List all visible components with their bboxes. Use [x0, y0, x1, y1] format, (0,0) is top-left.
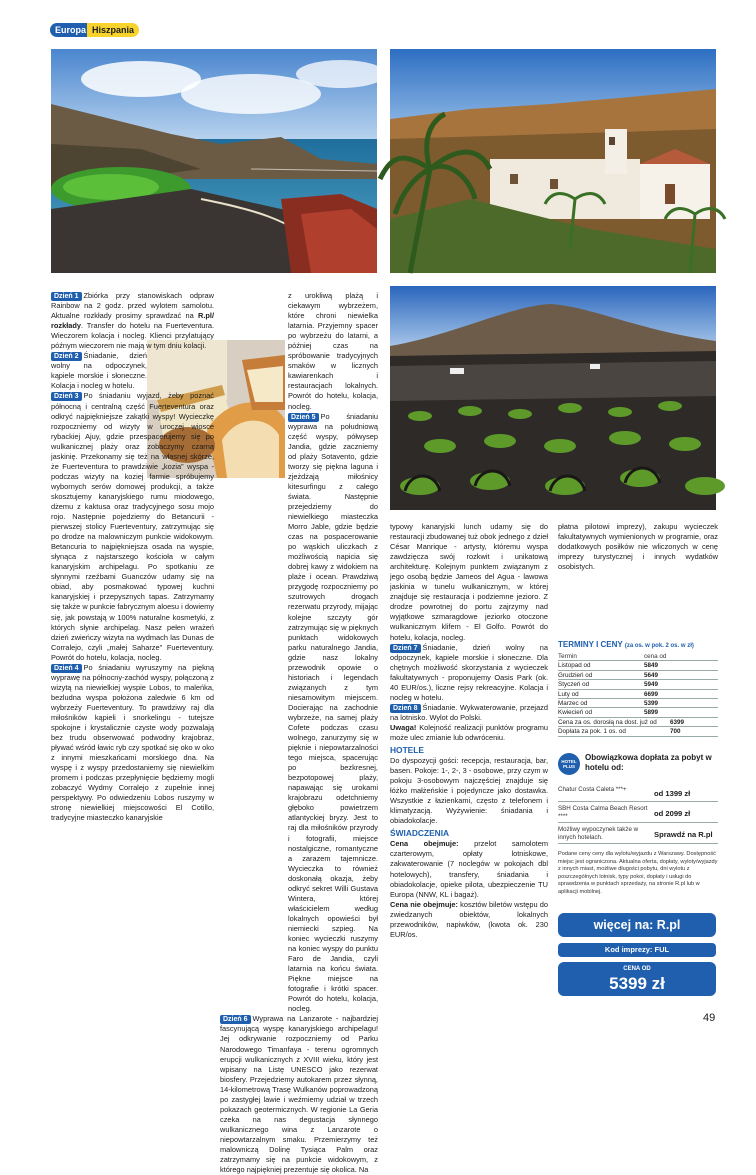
terms-heading: TERMINY I CENY (za os. w pok. 2 os. w zł) — [558, 640, 694, 649]
hotels-heading: HOTELE — [390, 745, 424, 756]
day-7-label: Dzień 7 — [390, 644, 421, 653]
table-row: SBH Costa Calma Beach Resort **** od 2099 zł — [558, 805, 718, 823]
price-box[interactable] — [558, 962, 716, 996]
coast-lagoon-photo — [51, 49, 377, 273]
price-includes-text: przelot samolotem czarterowym, opłaty lotniskowe, zakwaterowanie (7 noclegów w pokojach dbl hotelowych), transfery, śniadania i obiadokolacje, opieke pilota, ubezpieczenie TU Europa (NNW, KL i bagaż). — [390, 839, 548, 899]
itinerary-column-3 — [390, 522, 548, 940]
price-excludes-continued: płatna pilotowi imprezy), zakupu wycieczek fakultatywnych wymienionych w programie, oraz dodatkowych posiłków nie wliczonych w cenę imprezy turystycznej i innych wydatków osobistych. — [558, 522, 718, 572]
surcharge-heading: Obowiązkowa dopłata za pobyt w hotelu od: — [585, 753, 712, 772]
day-1-text-b: . Transfer do hotelu na Fuerteventura. Wieczorem kolacja i nocleg. Klienci przylatujący późnym wieczorem nie mają w tym dniu kolacji. — [51, 321, 214, 351]
itinerary-column-2 — [220, 291, 378, 1175]
day-5-label: Dzień 5 — [288, 413, 319, 422]
table-row: Styczeń od 5949 — [558, 680, 718, 689]
region-tag: Europa — [50, 23, 92, 37]
price-notes: Podane ceny ceny dla wylotu/wyjazdu z Warszawy. Dostępność miejsc jest ograniczona. Aktualna oferta, dopłaty, wyloty/wyjazdy z innych miast, możliwe długości pobytu, dni wylotu z poszczególnych lotnisk, typy pokoi, dopłaty i usługi do sprawdzenia w punktach sprzedaży, na stronie R.pl lub w aplikacji mobilnej. — [558, 851, 718, 895]
tour-code-badge: Kod imprezy: FUL — [558, 943, 716, 957]
day-7-text: Śniadanie, dzień wolny na odpoczynek, kąpiele morskie i słoneczne. Dla chętnych możliwość skorzystania z wycieczek fakultatywnych - proponujemy Oasis Park (ok. 40 EUR/os.), liczne rejsy rekreacyjne. Kolacja i nocleg w hotelu. — [390, 642, 548, 702]
day-1-label: Dzień 1 — [51, 292, 82, 301]
hotels-text: Do dyspozycji gości: recepcja, restauracja, bar, basen. Pokoje: 1-, 2-, 3 - osobowe, przy czym w pokoju 3-osobowym najczęściej znajduje się łóżko małżeńskie i pojedyncze jako dostawka. Wszystkie z łazienkami, często z telefonem i klimatyzacją. Wyżywienie: śniadania i obiadokolacje. — [390, 756, 548, 826]
table-row: Listopad od 5849 — [558, 661, 718, 670]
table-row: Chatur Costa Caleta ***+ od 1399 zł — [558, 786, 718, 802]
price-label: CENA OD — [623, 966, 651, 972]
table-row: Możliwy wypoczynek także w innych hotelach. Sprawdź na R.pl — [558, 826, 718, 844]
day-4-continued-text: z urokliwą plażą i ciekawym wybrzeżem, które chroni niewielka latarnia. Przyjemny spacer po wybrzeżu do latarni, a później czas na spróbowanie tradycyjnych smaków w licznych kawiarenkach i restauracjach lokalnych. Powrót do hotelu, kolacja, nocleg. — [288, 291, 378, 411]
table-row: Grudzień od 5649 — [558, 671, 718, 680]
terms-header-row — [558, 652, 718, 661]
country-tag: Hiszpania — [87, 23, 139, 37]
table-row: Luty od 6699 — [558, 690, 718, 699]
day-8-text: Śniadanie. Wykwaterowanie, przejazd na lotnisko. Wylot do Polski. — [390, 702, 548, 722]
services-heading: ŚWIADCZENIA — [390, 828, 450, 839]
village-palms-photo — [390, 49, 716, 273]
page-number: 49 — [703, 1012, 716, 1024]
single-room-row: Dopłata za pok. 1 os. od 700 — [558, 727, 718, 736]
table-row: Kwiecień od 5899 — [558, 708, 718, 717]
terms-subtitle: (za os. w pok. 2 os. w zł) — [624, 643, 694, 649]
more-info-button[interactable]: więcej na: R.pl — [558, 913, 716, 937]
terms-header-date: Termin — [558, 653, 577, 660]
note-text: Kolejność realizacji punktów programu może ulec zmianie lub odwróceniu. — [390, 722, 548, 742]
day-1-text-a: Zbiórka przy stanowiskach odpraw Rainbow na 2 godz. przed wylotem samolotu. Aktualne rozkłady prosimy sprawdzać na — [51, 291, 214, 321]
day-3-label: Dzień 3 — [51, 392, 82, 401]
itinerary-column-1 — [51, 291, 214, 823]
day-4-label: Dzień 4 — [51, 664, 82, 673]
day-4-text: Po śniadaniu wyruszymy na piękną wyprawę na północny-zachód wyspy, połączoną z wizytą na niewielkiej wyspie Lobos, to maleńka, bezludna wyspa położona zaledwie 6 km od wybrzeży Fuerteventury. To prawdziwy raj dla miłośników kąpieli i snorkelingu - tutejsze spokojne i krystalicznie czyste wody pozwalają bez trudu obserwować podwodny krajobraz, pływać wśród ławic ryb czy spotkać się oko w oko z innymi mieszkańcami morskiego dna. Na wyspę i z wyspy przedostaniemy się niewielkim promem i podczas przepłynięcie będziemy mogli zobaczyć Wydmy Corralejo z zupełnie innej perspektywy. Po odwiedzeniu Lobos ruszymy w stronę niewielkiej miejscowości El Cotillo, tradycyjne miasteczko kanaryjskie — [51, 662, 214, 823]
terms-and-prices — [558, 640, 718, 737]
adult-extra-bed-row: Cena za os. dorosłą na dost. już od 6399 — [558, 718, 718, 727]
day-6-label: Dzień 6 — [220, 1015, 251, 1024]
day-2-label: Dzień 2 — [51, 352, 82, 361]
price-excludes-label: Cena nie obejmuje: — [390, 899, 458, 909]
itinerary-column-4 — [558, 522, 718, 572]
day-8-label: Dzień 8 — [390, 704, 421, 713]
note-label: Uwaga! — [390, 722, 417, 732]
day-6-text: Wyprawa na Lanzarote - najbardziej fascynującą wyspę kanaryjskiego archipelagu! Jej odkrywanie rozpoczniemy od Parku Narodowego Timanfaya - terenu ogromnych erupcji wulkanicznych z XVIII wieku, który jest wpisany na Listę UNESCO jako rezerwat biosfery. Przejedziemy autokarem przez słynną, 14-kilometrową Trasę Wulkanów poprowadzoną po zastygłej lawie i weźmiemy udział w trzech pokazach geotermicznych. W regionie La Geria czeka na nas degustacja słynnego wulkanicznego wina z Lanzarote o niepowtarzalnym smaku. Przemierzymy też malowniczą Dolinę Tysiąca Palm oraz zatrzymamy się na punkcie widokowym, z którego najpiękniej prezentuje się okolica. Na — [220, 1014, 378, 1175]
price-value: 5399 zł — [609, 974, 665, 993]
table-row: Marzec od 5399 — [558, 699, 718, 708]
hotel-plus-badge: HOTEL PLUS — [558, 753, 580, 775]
day-6-continued-text: typowy kanaryjski lunch udamy się do restauracji zbudowanej tuż obok jednego z dzieł César Manrique - artysty, któremu wyspa zawdzięcza swój rozkwit i unikatową architekturę. Kolejnym punktem związanym z jego osobą będzie Jameos del Agua - lawowa jaskinia w tunelu wulkanicznym, w której znajduje się restauracja i podziemne jezioro. Z drodze powrotnej do portu zajrzymy nad wyjątkowe szmaragdowe jeziorko otoczone wulkanicznym klifem - El Golfo. Powrót do hotelu, kolacja, nocleg. — [390, 522, 548, 642]
terms-header-price: cena od — [644, 653, 667, 660]
volcanic-vineyard-photo — [390, 286, 716, 510]
price-excludes-text: kosztów biletów wstępu do zwiedzanych obiektów, lokalnych przewodników, napiwków, (kwota ok. 230 EUR/os. — [390, 899, 548, 939]
day-5-text: Po śniadaniu wyprawa na południową część wyspy, półwysep Jandia, gdzie zaczniemy od plaży Sotavento, gdzie tworzy się piękna laguna i zjeżdżają miłośnicy kitesurfingu z całego świata. Następnie przejedziemy do niewielkiego miasteczka Morro Jable, gdzie będzie czas na pospacerowanie po wąskich uliczkach z możliwością napicia się dobrej kawy z widokiem na plaże i ocean. Prawdziwą przygodę rozpoczniemy po szutrowych drogach rezerwatu przyrody, mijając kolejne szczyty gór zatrzymując się w pięknych punktach widokowych parku naturalnego Jandia, gdzie nasz lokalny przewodnik opowie o historiach i legendach związanych z tym niesamowitym miejscem. Docierając na zachodnie wybrzeże, na samej plaży Cofete podczas czasu wolnego, zanurzymy się w pięknie i niepowtarzalności tego miejsca, spacerując po bezkresnej, bezpotopowej plaży, napawając się urokami krajobrazu odetchniemy głęboko powietrzem atlantyckiej bryzy. Jest to raj dla miłośników przyrody i fotografii, miejsce nostalgiczne, romantyczne a zarazem tajemnicze. Wycieczka to również doskonałą okazja, żeby odkryć sekret Willi Gustava Wintera, której właścicielem według lokalnych opowieści był niemiecki szpieg. Na koniec wycieczki ruszymy na koniec wyspy do punktu Faro de Jandia, czyli latarnia na końcu świata. Piękne miejsce na fotografie i krótki spacer. Powrót do hotelu, kolacja, nocleg. — [288, 411, 378, 1014]
day-3-text: Po śniadaniu wyjazd, żeby poznać północną i centralną część Fuerteventura oraz odkryć najpiękniejsze zakątki wyspy! Wycieczkę rozpoczniemy od wizyty w uroczej wiosce rybackiej Ajuy, gdzie przespacerujemy się po wulkanicznej plaży oraz zobaczymy czarną jaskinię. Przekonamy się też na własnej skórze, że Fuerteventura to prawdziwie „kozia” wyspa - podczas wizyty na koziej farmie spróbujemy wybornych serów domowej produkcji, a także skosztujemy kanaryjskiego rumu miodowego, dżemu z kaktusa oraz tradycyjnego sosu mojo rojo. Następnie pojedziemy do Betancurii - pierwszej stolicy Fuerteventury, zatrzymując się po drodze na malowniczym punkcie widokowym. Betancuria to najpiękniejsza osada na wyspie, słynąca z najstarszego kościoła w całym kanaryjskim archipelagu. Po spotkaniu ze słynnymi rzeźbami Guanczów udamy się na obiad, aby posmakować typowej kuchni kanaryjskiej i przepysznych tapas. Zatrzymamy się także w punkcie fabrycznym aloesu i dowiemy się, jak powstają w 100% naturalne kosmetyki, z których słynie archipelag. Nasz pełen wrażeń dzień zwieńczy wizyta na wydmach las Dunas de Corralejo, czyli „małej Saharze” Fuerteventury. Powrót do hotelu, kolacja, nocleg. — [51, 391, 214, 662]
price-includes-label: Cena obejmuje: — [390, 839, 459, 849]
day-2-text: Śniadanie, dzień wolny na odpoczynek, kąpiele morskie i słoneczne. Kolacja i nocleg w hotelu. — [51, 351, 147, 391]
schedule-link[interactable]: R.pl/ rozkłady — [51, 311, 214, 331]
